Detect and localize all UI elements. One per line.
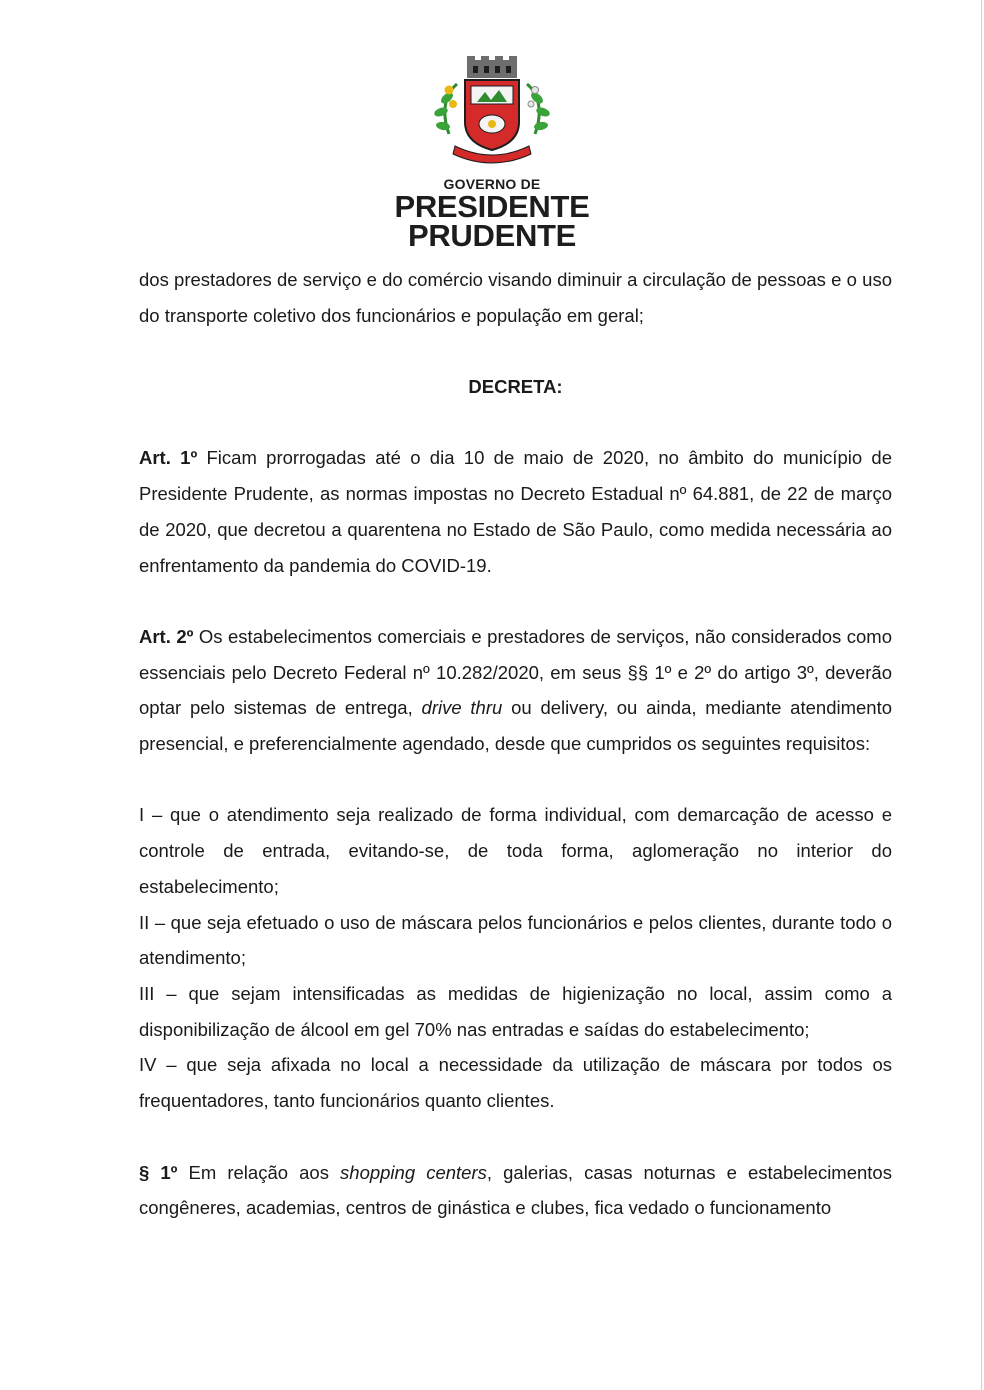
paragraph-1-label: § 1º xyxy=(139,1161,178,1183)
requirement-item-1: I – que o atendimento seja realizado de forma individual, com demarcação de acesso e controle de entrada, evitando-se, de toda forma, aglomeração no interior do estabelecimento; xyxy=(139,804,892,897)
article-2-text-before: Os estabelecimentos comerciais e prestadores de serviços, não considerados como essenciais pelo Decreto Federal nº 10.282/2020, em seus §§ 1º e 2º do artigo 3º, deverão optar pelo sistemas de entrega, xyxy=(139,625,893,719)
right-branch-icon xyxy=(527,84,551,134)
paragraph-1-text-after: , galerias, casas noturnas e estabelecimentos congêneres, academias, centros de ginástica e clubes, fica vedado o funcionamento xyxy=(139,1161,892,1219)
shield-icon xyxy=(465,80,519,150)
article-1-label: Art. 1º xyxy=(139,447,198,469)
paragraph-1-italic: shopping centers xyxy=(340,1161,487,1183)
city-name-line-2: PRUDENTE xyxy=(407,218,577,253)
letterhead xyxy=(0,54,984,253)
decree-body xyxy=(139,262,892,1226)
article-1 xyxy=(139,440,892,583)
intro-paragraph: dos prestadores de serviço e do comércio visando diminuir a circulação de pessoas e o uso do transporte coletivo dos funcionários e população em geral; xyxy=(139,269,892,326)
article-2-italic: drive thru xyxy=(421,697,503,719)
article-2 xyxy=(139,619,892,762)
requirement-item-2: II – que seja efetuado o uso de máscara pelos funcionários e pelos clientes, durante todo o atendimento; xyxy=(139,911,892,969)
coat-of-arms-logo xyxy=(427,54,557,164)
article-2-text-after: ou delivery, ou ainda, mediante atendimento presencial, e preferencialmente agendado, desde que cumpridos os seguintes requisitos: xyxy=(139,697,893,755)
mural-crown-icon xyxy=(467,56,517,78)
paragraph-1 xyxy=(139,1155,892,1226)
left-branch-icon xyxy=(433,84,457,134)
article-1-text: Ficam prorrogadas até o dia 10 de maio de 2020, no âmbito do município de Presidente Prudente, as normas impostas no Decreto Estadual nº 64.881, de 22 de março de 2020, que decretou a quarentena no Estado de São Paulo, como medida necessária ao enfrentamento da pandemia do COVID-19. xyxy=(139,447,893,576)
requirement-item-4: IV – que seja afixada no local a necessidade da utilização de máscara por todos os frequentadores, tanto funcionários quanto clientes. xyxy=(139,1054,892,1112)
government-label: GOVERNO DE xyxy=(443,176,541,192)
decreta-heading: DECRETA: xyxy=(468,376,563,398)
requirement-item-3: III – que sejam intensificadas as medidas de higienização no local, assim como a disponibilização de álcool em gel 70% nas entradas e saídas do estabelecimento; xyxy=(139,983,892,1040)
paragraph-1-text-before: Em relação aos xyxy=(177,1161,341,1183)
city-name-line-1: PRESIDENTE xyxy=(394,189,590,224)
article-2-label: Art. 2º xyxy=(139,625,194,647)
